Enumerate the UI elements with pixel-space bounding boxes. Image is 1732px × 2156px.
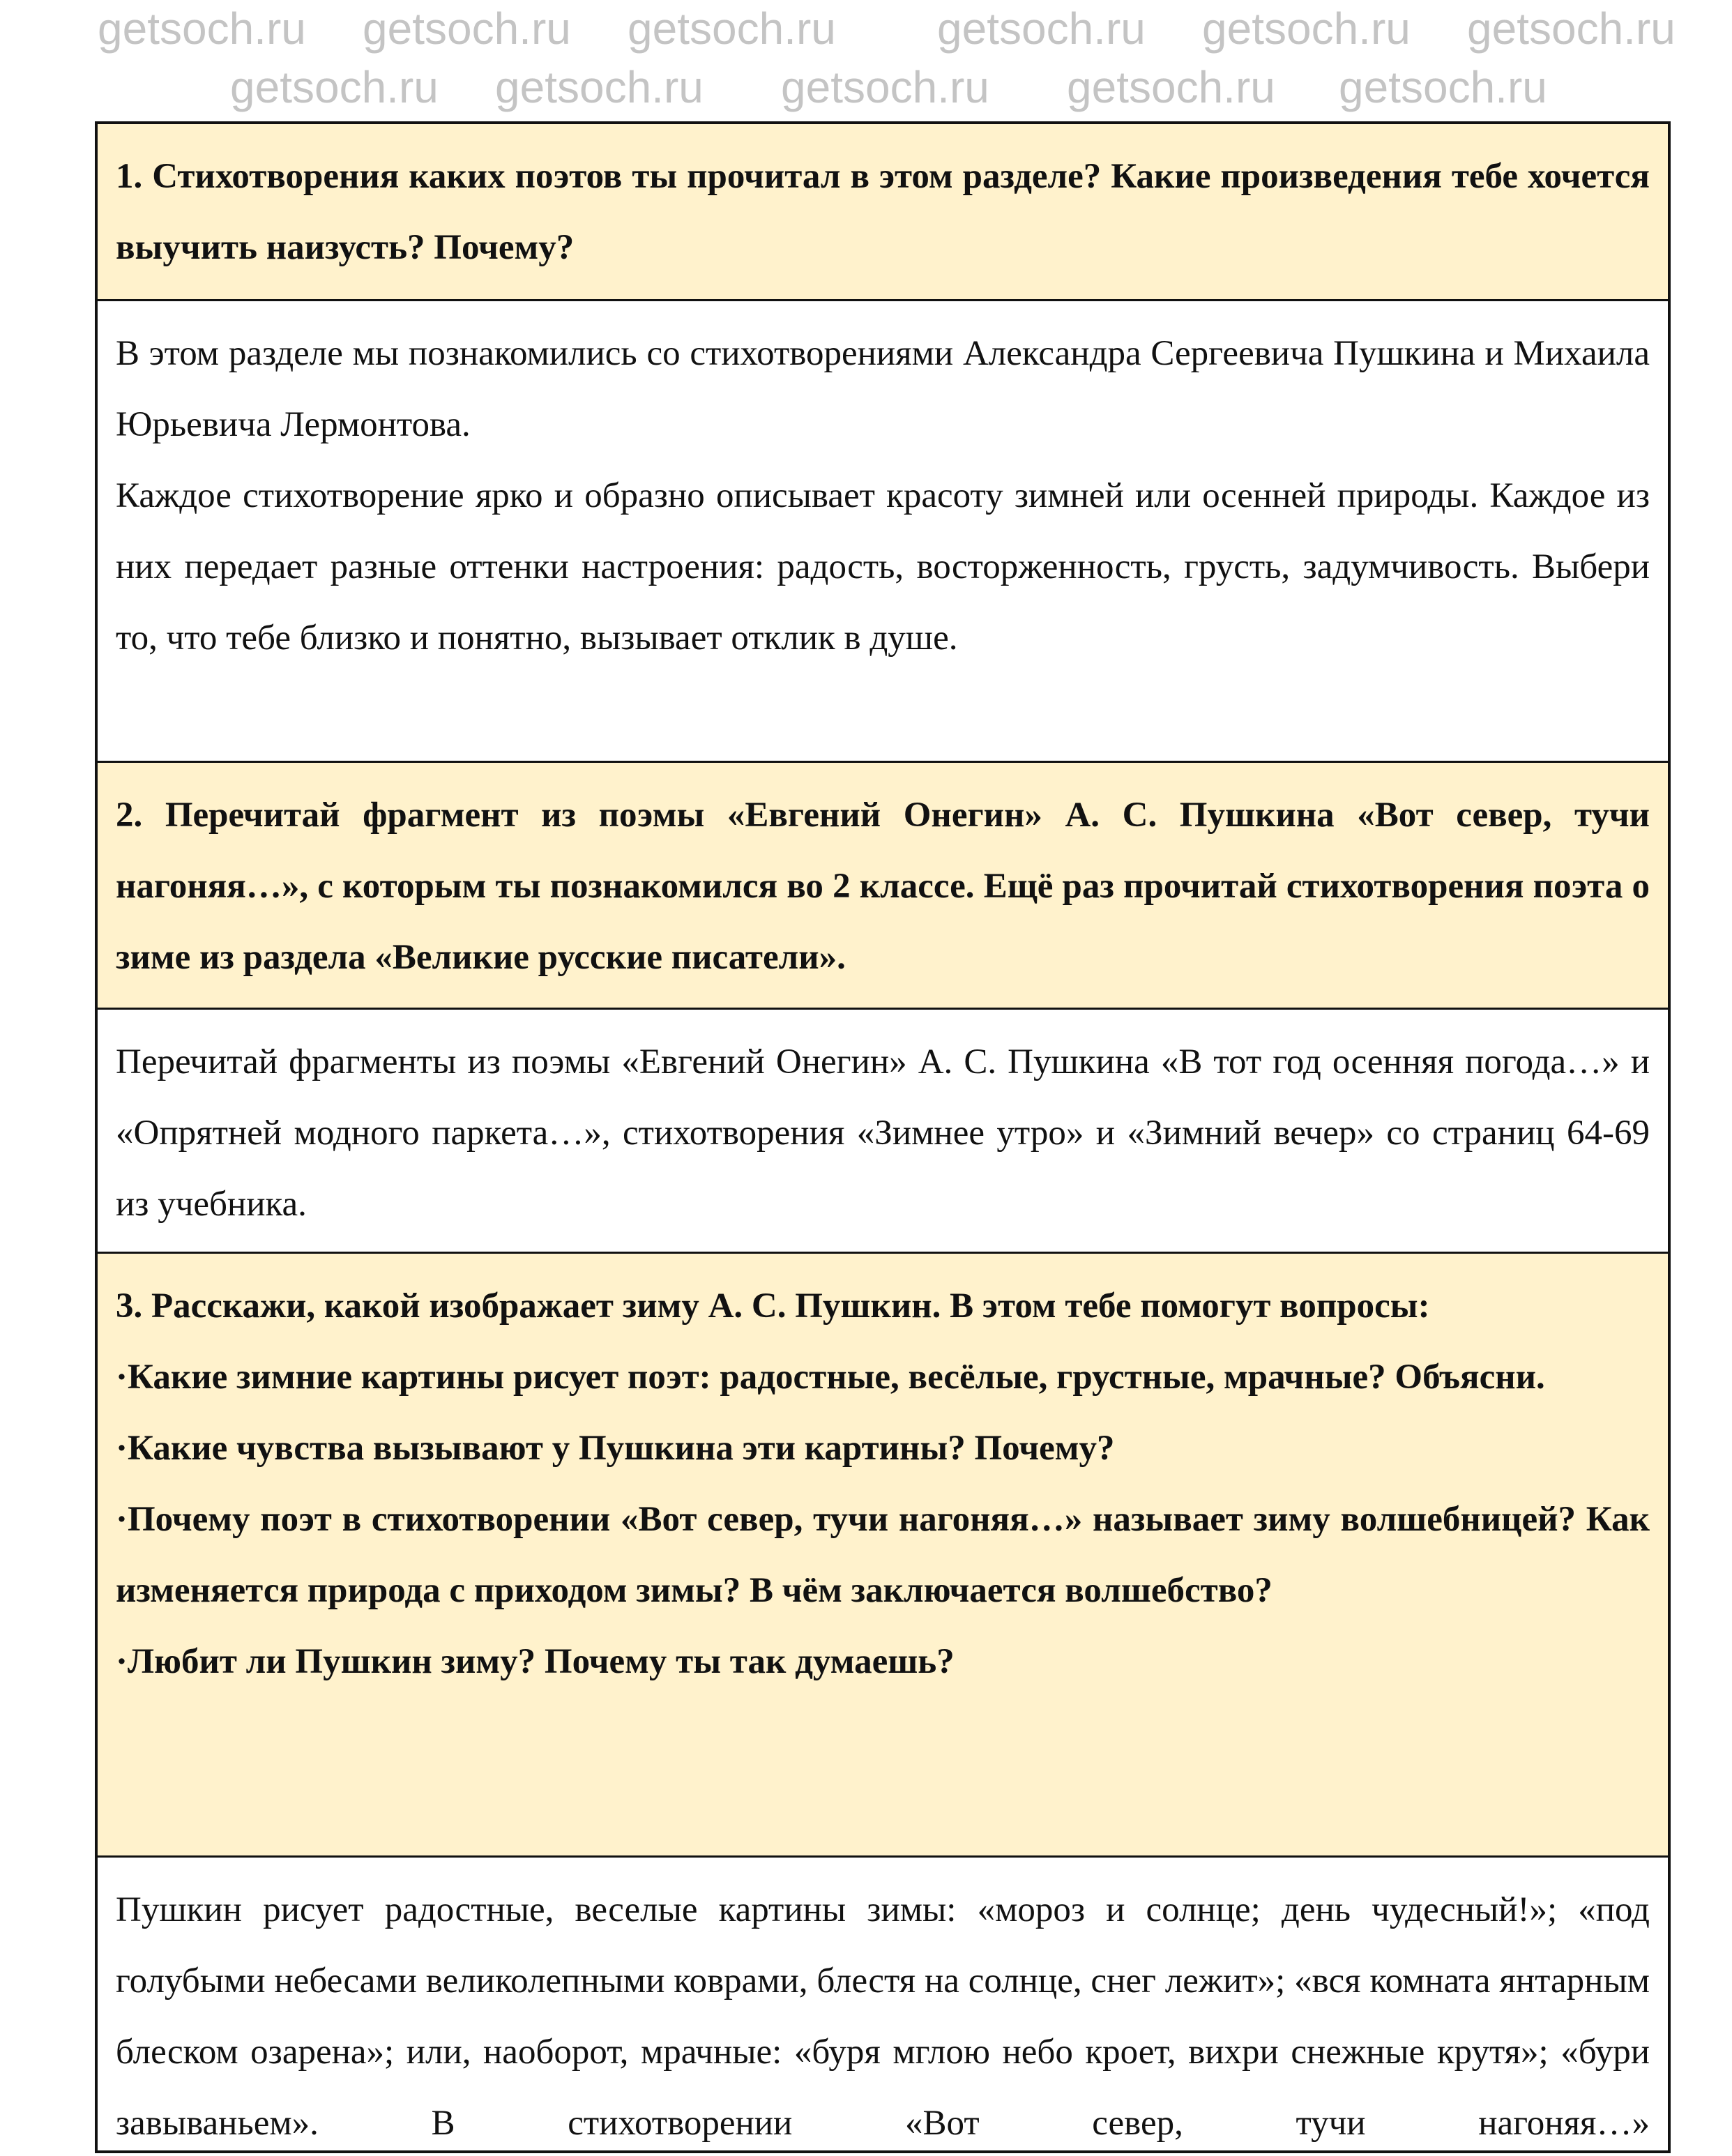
watermark: getsoch.ru (98, 3, 306, 54)
question-text: 2. Перечитай фрагмент из поэмы «Евгений Онегин» А. С. Пушкина «Вот север, тучи нагоняя…», с которым ты познакомился во 2 классе. Ещё раз прочитай стихотворения поэта о зиме из раздела «Великие русские писатели». (116, 796, 1650, 977)
watermark: getsoch.ru (628, 3, 836, 54)
question-bullet: ·Почему поэт в стихотворении «Вот север, тучи нагоняя…» называет зиму волшебницей? Как изменяется природа с приходом зимы? В чём заключается волшебство? (116, 1500, 1650, 1610)
question-bullet: ·Какие чувства вызывают у Пушкина эти картины? Почему? (116, 1429, 1115, 1468)
answer-text: В этом разделе мы познакомились со стихотворениями Александра Сергеевича Пушкина и Михаила Юрьевича Лермонтова. (116, 334, 1650, 444)
answer-2 (98, 1010, 1668, 1254)
watermark: getsoch.ru (495, 62, 704, 112)
question-bullet: ·Любит ли Пушкин зиму? Почему ты так думаешь? (116, 1642, 955, 1681)
answer-text: Перечитай фрагменты из поэмы «Евгений Онегин» А. С. Пушкина «В тот год осенняя погода…» и «Опрятней модного паркета…», стихотворения «Зимнее утро» и «Зимний вечер» со страниц 64-69 из учебника. (116, 1042, 1650, 1224)
watermark: getsoch.ru (1467, 3, 1676, 54)
answer-text: Каждое стихотворение ярко и образно описывает красоту зимней или осенней природы. Каждое из них передает разные оттенки настроения: радость, восторженность, грусть, задумчивость. Выбери то, что тебе близко и понятно, вызывает отклик в душе. (116, 476, 1650, 658)
answer-3 (98, 1858, 1668, 2150)
watermark: getsoch.ru (1067, 62, 1275, 112)
watermark: getsoch.ru (937, 3, 1146, 54)
watermark: getsoch.ru (363, 3, 571, 54)
question-3 (98, 1254, 1668, 1858)
watermark: getsoch.ru (1339, 62, 1547, 112)
qa-table (95, 121, 1671, 2153)
question-text: 1. Стихотворения каких поэтов ты прочитал в этом разделе? Какие произведения тебе хочется выучить наизусть? Почему? (116, 157, 1650, 267)
answer-1 (98, 301, 1668, 763)
watermark: getsoch.ru (1202, 3, 1411, 54)
answer-text: Пушкин рисует радостные, веселые картины зимы: «мороз и солнце; день чудесный!»; «под голубыми небесами великолепными коврами, блестя на солнце, снег лежит»; «вся комната янтарным блеском озарена»; или, наоборот, мрачные: «буря мглою небо кроет, вихри снежные крутя»; «бури завываньем». В стихотворении «Вот север, тучи нагоняя…» (116, 1890, 1650, 2143)
question-1 (98, 124, 1668, 301)
question-2 (98, 763, 1668, 1010)
watermark: getsoch.ru (230, 62, 439, 112)
question-text: 3. Расскажи, какой изображает зиму А. С. Пушкин. В этом тебе помогут вопросы: (116, 1286, 1430, 1326)
question-bullet: ·Какие зимние картины рисует поэт: радостные, весёлые, грустные, мрачные? Объясни. (116, 1358, 1545, 1397)
watermark: getsoch.ru (781, 62, 989, 112)
